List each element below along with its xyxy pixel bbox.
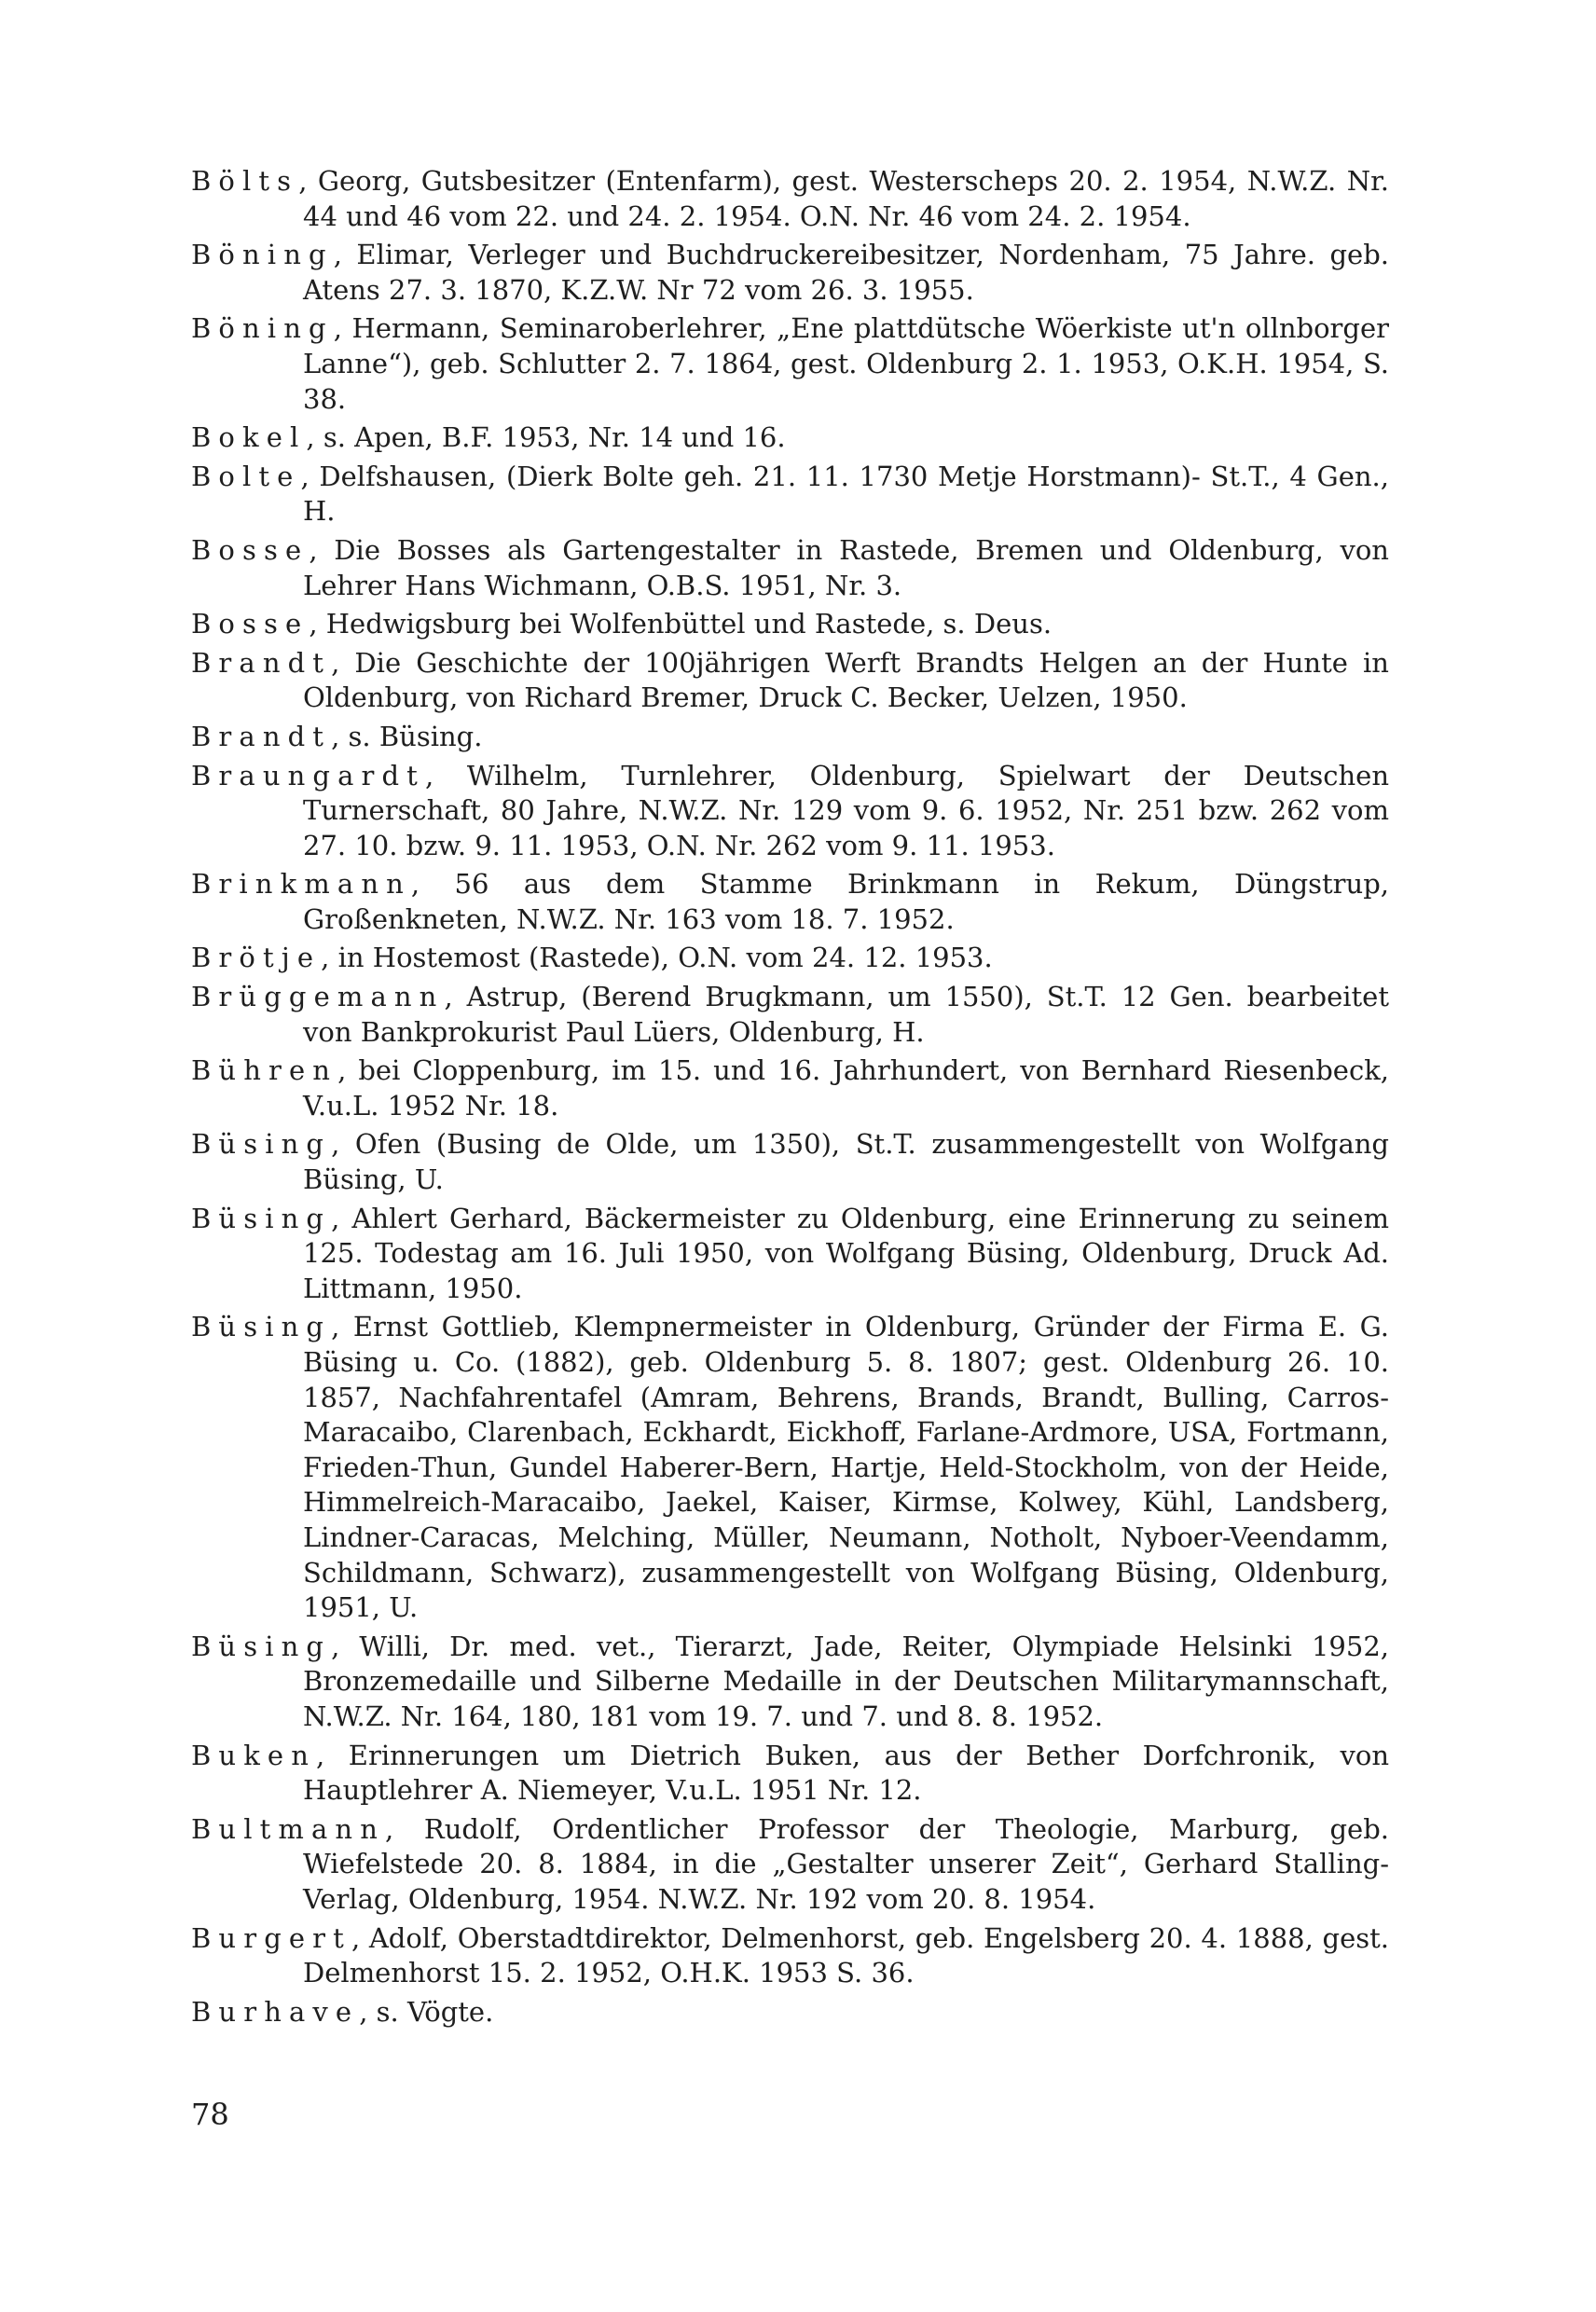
entry-text: , Astrup, (Berend Brugkmann, um 1550), St.T. 12 Gen. bearbeitet von Bankprokurist Paul Lüers, Oldenburg, H. <box>303 981 1389 1048</box>
entry-name: Burgert <box>191 1921 351 1954</box>
entry-text: , Ofen (Busing de Olde, um 1350), St.T. zusammengestellt von Wolfgang Büsing, U. <box>303 1128 1389 1196</box>
register-entry <box>191 867 1389 937</box>
entry-text: , Ahlert Gerhard, Bäckermeister zu Oldenburg, eine Erinnerung zu seinem 125. Todestag am 16. Juli 1950, von Wolfgang Büsing, Oldenburg, Druck Ad. Littmann, 1950. <box>303 1202 1389 1304</box>
entry-name: Bokel <box>191 421 307 454</box>
entry-name: Brinkmann <box>191 868 411 901</box>
entry-text: , Elimar, Verleger und Buchdruckereibesitzer, Nordenham, 75 Jahre. geb. Atens 27. 3. 1870, K.Z.W. Nr 72 vom 26. 3. 1955. <box>303 239 1389 306</box>
register-entry <box>191 1127 1389 1197</box>
entry-text: , Willi, Dr. med. vet., Tierarzt, Jade, Reiter, Olympiade Helsinki 1952, Bronzemedaille und Silberne Medaille in der Deutschen Militarymannschaft, N.W.Z. Nr. 164, 180, 181 vom 19. 7. und 7. und 8. 8. 1952. <box>303 1630 1389 1732</box>
entry-name: Bosse <box>191 533 310 566</box>
entry-name: Bultmann <box>191 1812 386 1845</box>
entry-name: Bosse <box>191 608 310 640</box>
entry-text: , s. Apen, B.F. 1953, Nr. 14 und 16. <box>306 421 786 454</box>
register-entry <box>191 460 1389 530</box>
register-entry <box>191 533 1389 603</box>
entry-name: Büsing <box>191 1202 332 1234</box>
register-entry <box>191 311 1389 417</box>
register-entry <box>191 164 1389 234</box>
entry-text: , Georg, Gutsbesitzer (Entenfarm), gest. Westerscheps 20. 2. 1954, N.W.Z. Nr. 44 und 46 vom 22. und 24. 2. 1954. O.N. Nr. 46 vom 24. 2. 1954. <box>298 165 1389 232</box>
register-entry <box>191 1739 1389 1809</box>
entry-name: Brandt <box>191 646 332 679</box>
register-entry <box>191 1921 1389 1991</box>
register-entry <box>191 980 1389 1050</box>
entry-name: Bolte <box>191 460 301 492</box>
entry-text: , Hermann, Seminaroberlehrer, „Ene plattdütsche Wöerkiste ut'n ollnborger Lanne“), geb. Schlutter 2. 7. 1864, gest. Oldenburg 2. 1. 1953, O.K.H. 1954, S. 38. <box>303 312 1389 415</box>
register-entry <box>191 607 1389 642</box>
entry-text: , 56 aus dem Stamme Brinkmann in Rekum, Düngstrup, Großenkneten, N.W.Z. Nr. 163 vom 18. 7. 1952. <box>303 868 1389 935</box>
entry-name: Burhave <box>191 1995 360 2028</box>
entry-text: , Delfshausen, (Dierk Bolte geh. 21. 11. 1730 Metje Horstmann)- St.T., 4 Gen., H. <box>300 460 1389 528</box>
register-page <box>191 164 1389 2033</box>
entry-name: Brüggemann <box>191 981 445 1013</box>
register-entry <box>191 238 1389 308</box>
register-entry <box>191 1630 1389 1735</box>
entry-name: Büsing <box>191 1630 332 1662</box>
entry-text: , bei Cloppenburg, im 15. und 16. Jahrhundert, von Bernhard Riesenbeck, V.u.L. 1952 Nr. 18. <box>303 1054 1389 1122</box>
entry-name: Buken <box>191 1739 317 1771</box>
entry-name: Büsing <box>191 1128 332 1161</box>
entry-name: Brötje <box>191 942 322 974</box>
register-entry <box>191 1310 1389 1625</box>
entry-text: , s. Büsing. <box>331 720 483 752</box>
entry-text: , Die Bosses als Gartengestalter in Rastede, Bremen und Oldenburg, von Lehrer Hans Wichmann, O.B.S. 1951, Nr. 3. <box>303 533 1389 601</box>
register-entry <box>191 1995 1389 2030</box>
entry-name: Bühren <box>191 1054 338 1087</box>
register-entry <box>191 1202 1389 1307</box>
register-entry <box>191 720 1389 755</box>
page-number: 78 <box>191 2097 229 2132</box>
entry-name: Braungardt <box>191 759 425 791</box>
entry-text: , Adolf, Oberstadtdirektor, Delmenhorst, geb. Engelsberg 20. 4. 1888, gest. Delmenhorst 15. 2. 1952, O.H.K. 1953 S. 36. <box>303 1921 1389 1989</box>
entry-name: Böning <box>191 239 334 271</box>
register-entry <box>191 941 1389 976</box>
entry-name: Büsing <box>191 1311 332 1343</box>
entry-text: , in Hostemost (Rastede), O.N. vom 24. 12. 1953. <box>321 942 993 974</box>
entry-name: Brandt <box>191 720 332 752</box>
entry-text: , Rudolf, Ordentlicher Professor der Theologie, Marburg, geb. Wiefelstede 20. 8. 1884, in die „Gestalter unserer Zeit“, Gerhard Stalling-Verlag, Oldenburg, 1954. N.W.Z. Nr. 192 vom 20. 8. 1954. <box>303 1812 1389 1915</box>
entry-text: , Ernst Gottlieb, Klempnermeister in Oldenburg, Gründer der Firma E. G. Büsing u. Co. (1882), geb. Oldenburg 5. 8. 1807; gest. Oldenburg 26. 10. 1857, Nachfahrentafel (Amram, Behrens, Brands, Brandt, Bulling, Carros-Maracaibo, Clarenbach, Eckhardt, Eickhoff, Farlane-Ardmore, USA, Fortmann, Frieden-Thun, Gundel Haberer-Bern, Hartje, Held-Stockholm, von der Heide, Himmelreich-Maracaibo, Jaekel, Kaiser, Kirmse, Kolwey, Kühl, Landsberg, Lindner-Caracas, Melching, Müller, Neumann, Notholt, Nyboer-Veendamm, Schildmann, Schwarz), zusammengestellt von Wolfgang Büsing, Oldenburg, 1951, U. <box>303 1311 1389 1624</box>
register-entry <box>191 1053 1389 1123</box>
entry-name: Böning <box>191 312 334 345</box>
entry-text: , Erinnerungen um Dietrich Buken, aus der Bether Dorfchronik, von Hauptlehrer A. Niemeyer, V.u.L. 1951 Nr. 12. <box>303 1739 1389 1807</box>
register-entry <box>191 1812 1389 1918</box>
register-entry <box>191 646 1389 716</box>
entry-text: , Wilhelm, Turnlehrer, Oldenburg, Spielwart der Deutschen Turnerschaft, 80 Jahre, N.W.Z. Nr. 129 vom 9. 6. 1952, Nr. 251 bzw. 262 vom 27. 10. bzw. 9. 11. 1953, O.N. Nr. 262 vom 9. 11. 1953. <box>303 759 1389 861</box>
entry-text: , s. Vögte. <box>359 1995 494 2028</box>
register-entry <box>191 420 1389 456</box>
register-entry <box>191 759 1389 864</box>
entry-text: , Die Geschichte der 100jährigen Werft Brandts Helgen an der Hunte in Oldenburg, von Richard Bremer, Druck C. Becker, Uelzen, 1950. <box>303 646 1389 714</box>
entry-name: Bölts <box>191 165 299 197</box>
entry-text: , Hedwigsburg bei Wolfenbüttel und Rastede, s. Deus. <box>309 608 1053 640</box>
